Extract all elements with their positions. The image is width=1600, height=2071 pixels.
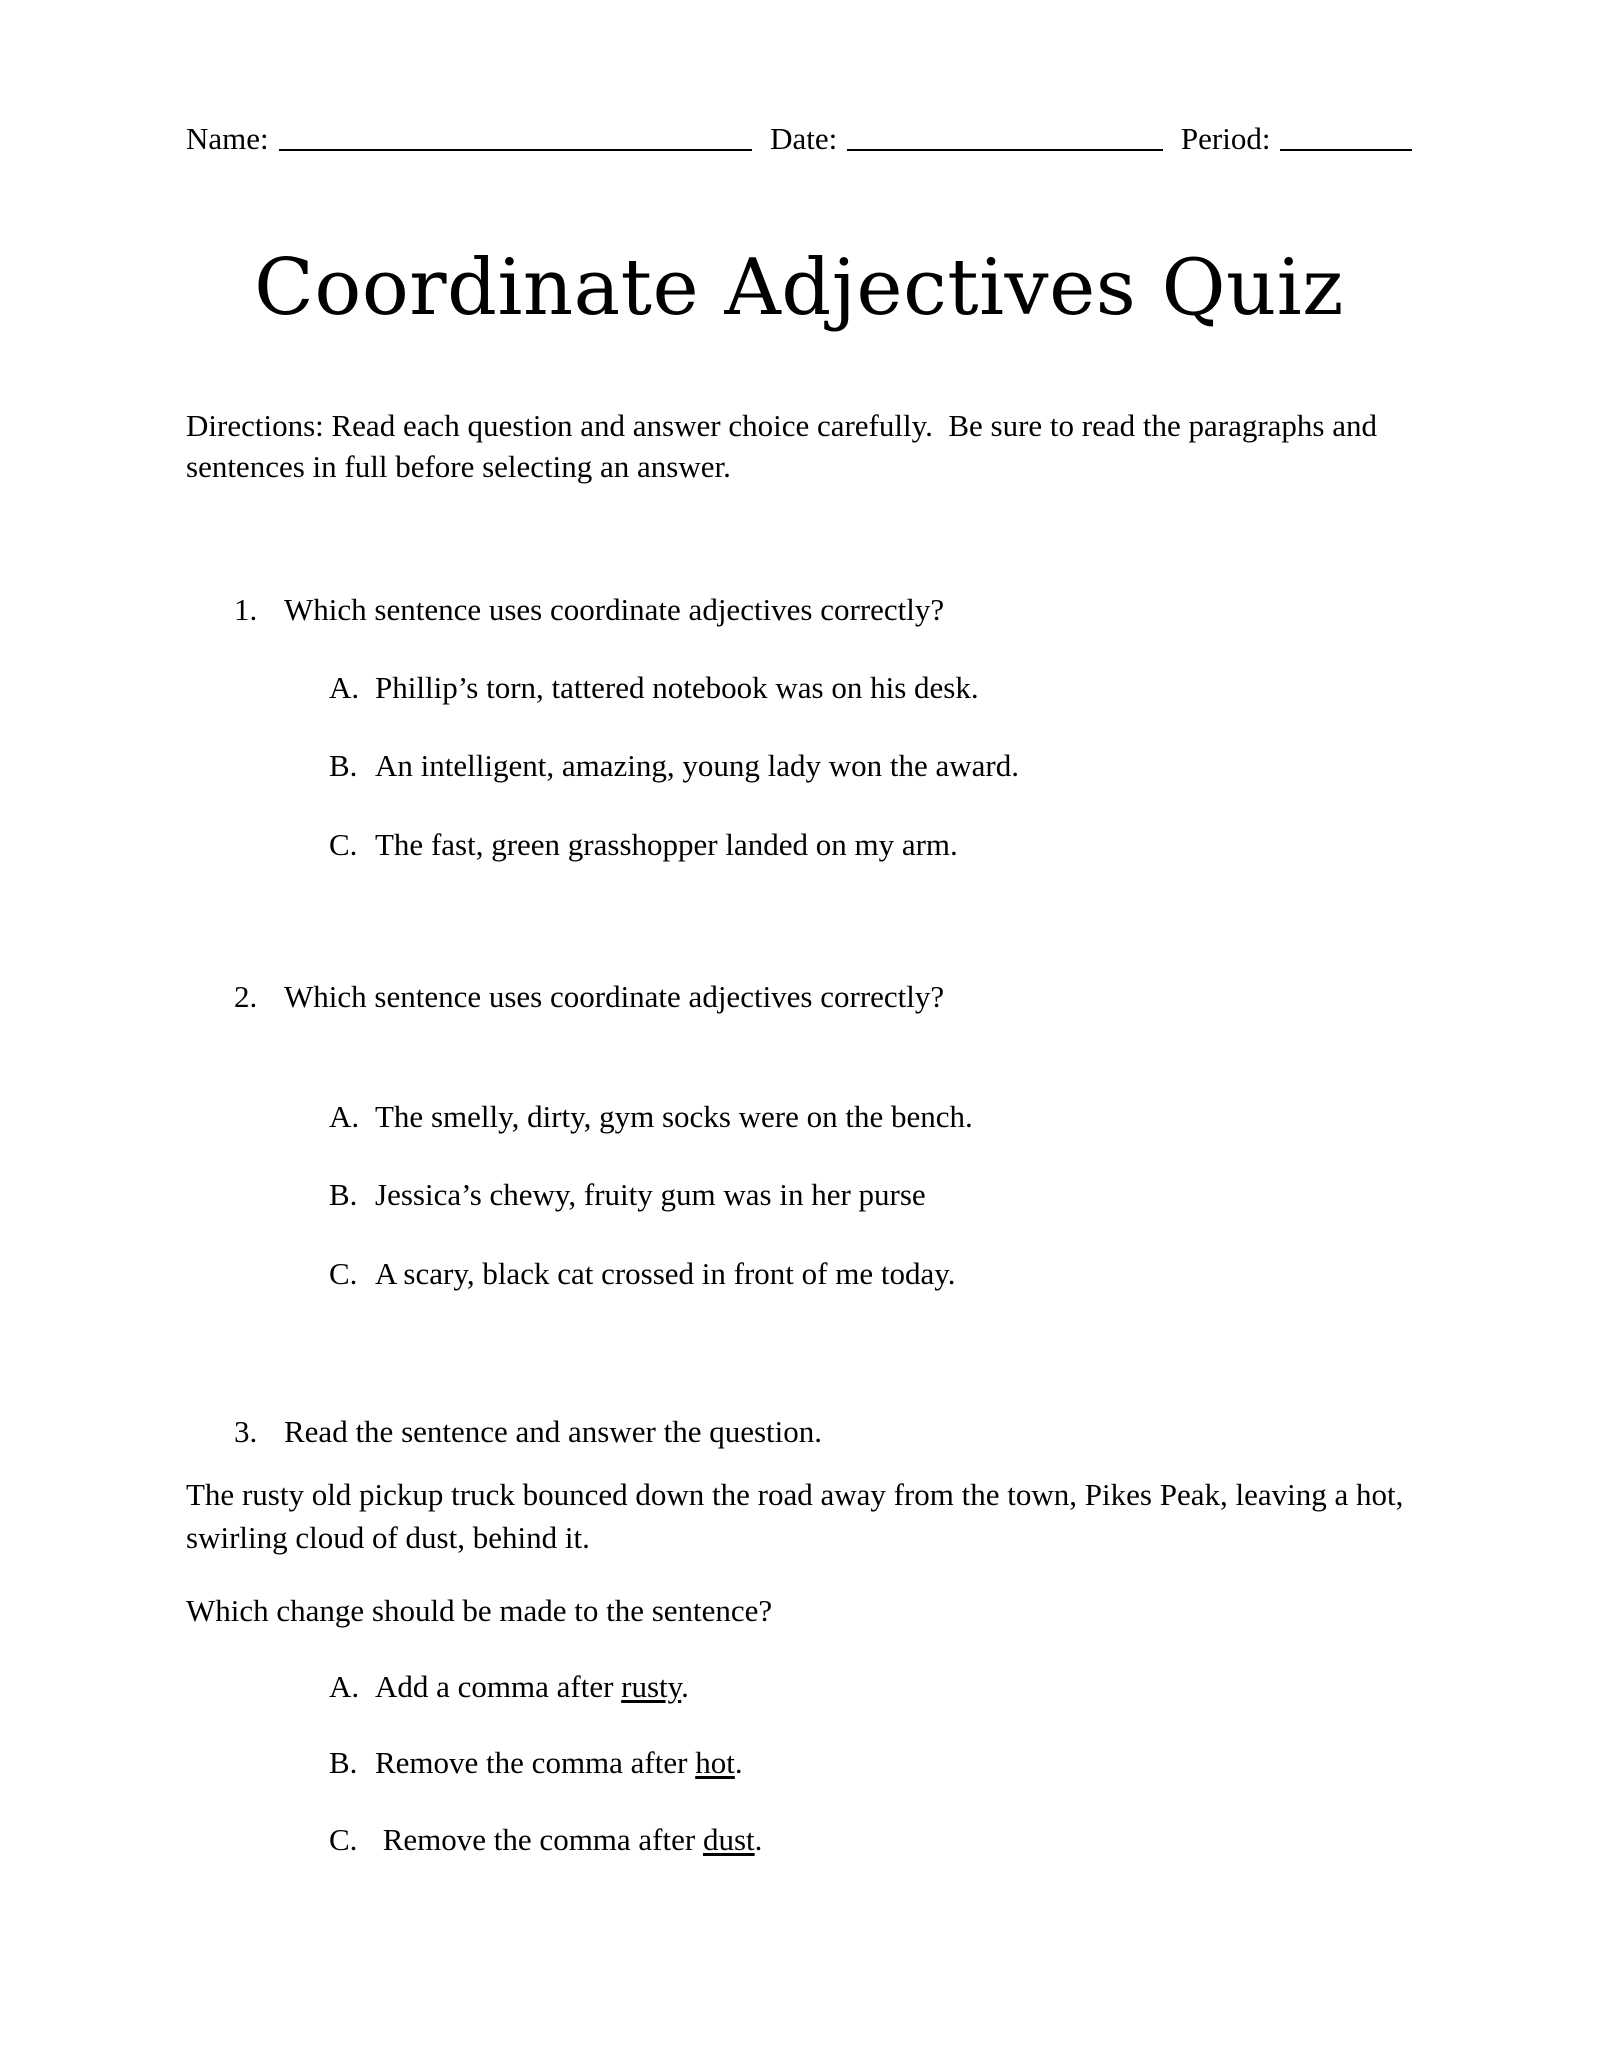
- question-1-option-b: [186, 746, 1412, 786]
- question-2: [186, 977, 1412, 1294]
- option-text: Jessica’s chewy, fruity gum was in her purse: [375, 1177, 926, 1213]
- question-3: [186, 1412, 1412, 1860]
- option-text: [375, 1820, 1412, 1860]
- option-text-suffix: .: [681, 1669, 689, 1705]
- option-letter: C.: [329, 1255, 358, 1291]
- question-2-option-c: [186, 1254, 1412, 1294]
- question-2-option-b: [186, 1175, 1412, 1215]
- option-text: [375, 1743, 1412, 1783]
- underlined-word: dust: [702, 1821, 755, 1857]
- name-blank-line: [279, 149, 752, 151]
- underlined-word: hot: [695, 1745, 735, 1781]
- question-3-option-c: [186, 1820, 1412, 1860]
- question-number: 3.: [234, 1414, 258, 1449]
- option-text-prefix: Add a comma after: [375, 1669, 622, 1705]
- question-3-option-a: [186, 1667, 1412, 1707]
- option-text: The smelly, dirty, gym socks were on the bench.: [375, 1099, 973, 1135]
- option-letter: A.: [329, 669, 360, 705]
- date-blank-line: [847, 149, 1163, 151]
- question-followup: Which change should be made to the sentence?: [186, 1592, 773, 1628]
- question-number: 1.: [234, 591, 258, 627]
- option-letter: A.: [329, 1669, 360, 1705]
- question-passage: The rusty old pickup truck bounced down the road away from the town, Pikes Peak, leaving a hot, swirling cloud of dust, behind it.: [186, 1477, 1404, 1556]
- option-letter: C.: [329, 826, 358, 862]
- question-3-stem-row: [186, 1412, 1412, 1452]
- question-3-option-b: [186, 1743, 1412, 1783]
- option-text-prefix: Remove the comma after: [375, 1821, 703, 1857]
- question-2-option-a: [186, 1097, 1412, 1137]
- question-1-option-c: [186, 825, 1412, 865]
- name-date-period-header: [186, 120, 1412, 157]
- option-letter: A.: [329, 1099, 360, 1135]
- option-text: The fast, green grasshopper landed on my arm.: [375, 826, 958, 862]
- period-blank-line: [1280, 149, 1412, 151]
- question-2-stem-row: [186, 977, 1412, 1017]
- period-label: Period:: [1180, 121, 1271, 156]
- option-text-suffix: .: [734, 1745, 743, 1781]
- question-1: [186, 590, 1412, 865]
- option-text: [375, 1667, 1412, 1707]
- option-text: A scary, black cat crossed in front of me today.: [375, 1255, 956, 1291]
- option-text-prefix: Remove the comma after: [375, 1745, 696, 1781]
- page-title: Coordinate Adjectives Quiz: [254, 243, 1344, 334]
- question-1-stem-row: [186, 590, 1412, 630]
- option-text: Phillip’s torn, tattered notebook was on his desk.: [375, 669, 979, 705]
- question-stem: Which sentence uses coordinate adjectives correctly?: [284, 591, 945, 627]
- question-number: 2.: [234, 978, 258, 1014]
- question-stem: Read the sentence and answer the question.: [284, 1414, 823, 1449]
- option-text: An intelligent, amazing, young lady won the award.: [375, 748, 1019, 784]
- directions-text: Directions: Read each question and answer choice carefully. Be sure to read the paragraphs and sentences in full before selecting an answer.: [186, 408, 1385, 485]
- question-1-option-a: [186, 668, 1412, 708]
- option-letter: B.: [329, 1745, 358, 1781]
- option-letter: C.: [329, 1821, 358, 1857]
- option-letter: B.: [329, 1177, 358, 1213]
- option-letter: B.: [329, 748, 358, 784]
- name-label: Name:: [186, 121, 269, 156]
- underlined-word: rusty: [621, 1669, 682, 1705]
- question-stem: Which sentence uses coordinate adjectives correctly?: [284, 978, 945, 1014]
- option-text-suffix: .: [754, 1821, 763, 1857]
- date-label: Date:: [770, 121, 838, 156]
